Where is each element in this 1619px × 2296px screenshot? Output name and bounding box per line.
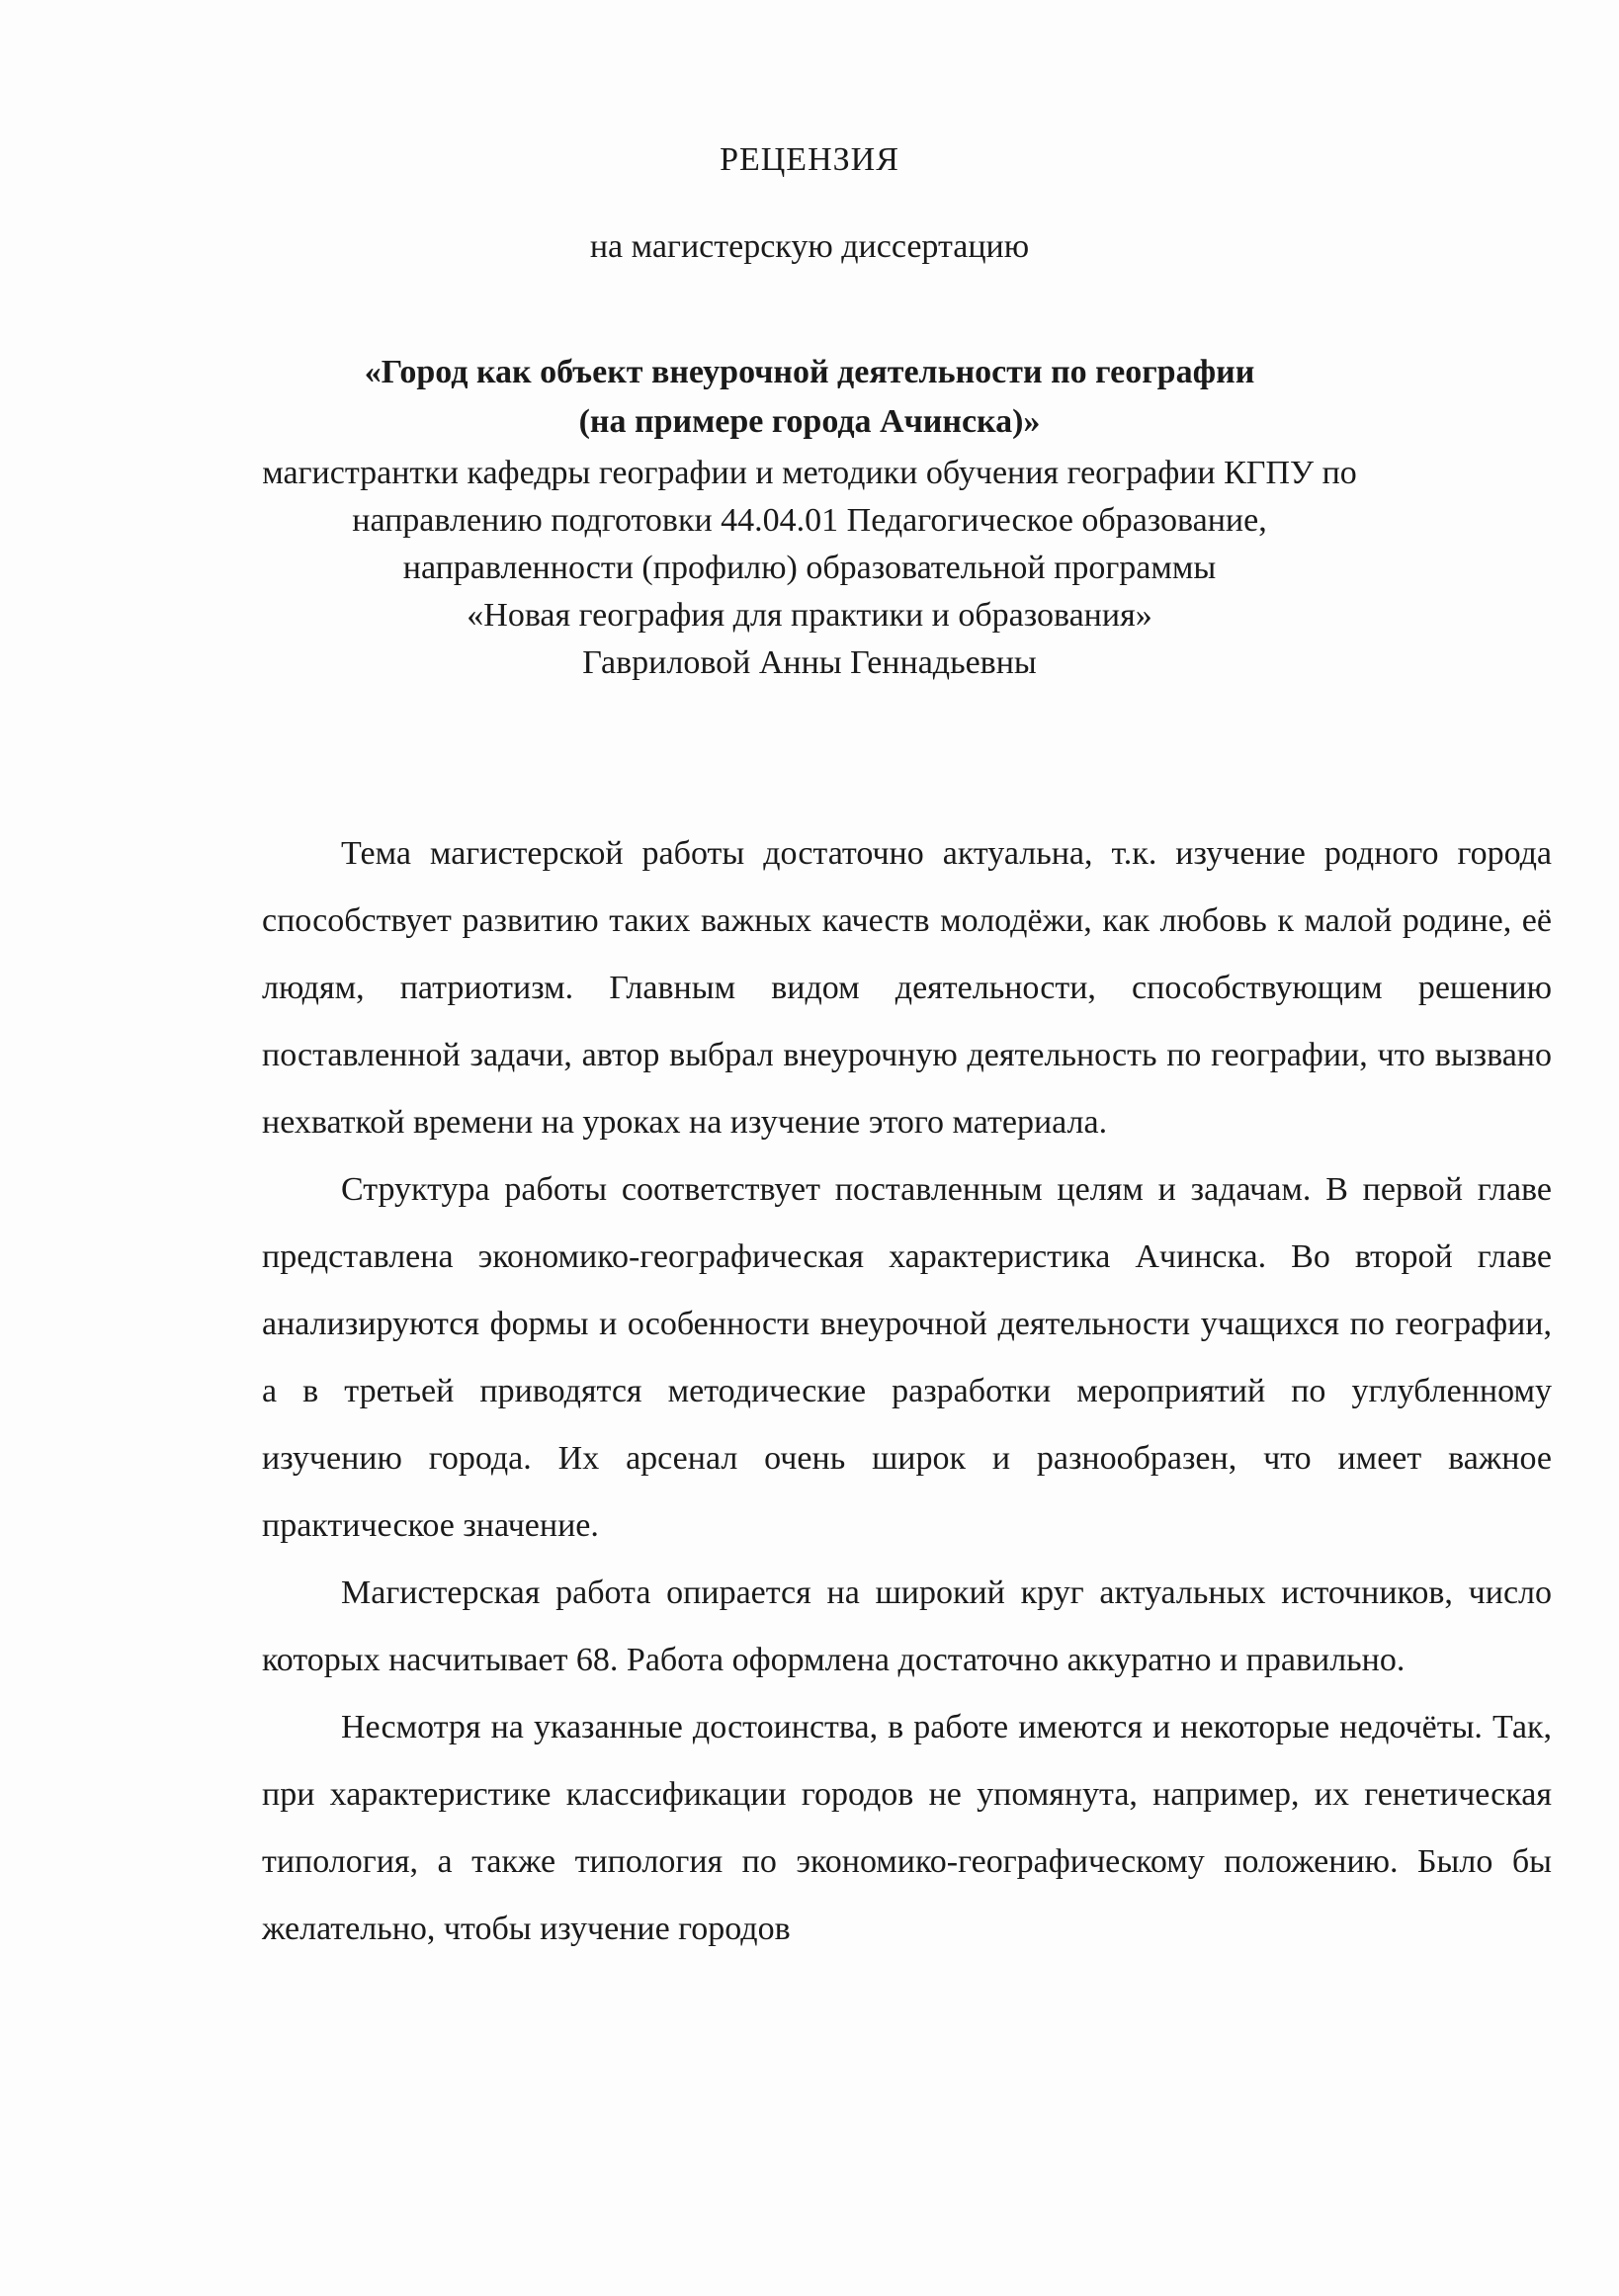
thesis-title-line: «Город как объект внеурочной деятельности по географии [364, 354, 1255, 390]
review-paragraph: Несмотря на указанные достоинства, в работе имеются и некоторые недочёты. Так, при характеристике классификации городов не упомянута, например, их генетическая типология, а также типология по экономико-географическому положению. Было бы желательно, чтобы изучение городов [262, 1709, 1552, 1947]
author-info-line: магистрантки кафедры географии и методики обучения географии КГПУ по [262, 455, 1357, 491]
document-title: РЕЦЕНЗИЯ [720, 141, 899, 178]
author-info-line: направленности (профилю) образовательной программы [402, 550, 1217, 586]
thesis-title-line: (на примере города Ачинска)» [578, 403, 1041, 440]
review-paragraph: Структура работы соответствует поставленным целям и задачам. В первой главе представлена экономико-географическая характеристика Ачинска. Во второй главе анализируются формы и особенности внеурочной деятельности учащихся по географии, а в третьей приводятся методические разработки мероприятий по углубленному изучению города. Их арсенал очень широк и разнообразен, что имеет важное практическое значение. [262, 1171, 1552, 1544]
review-body [262, 820, 1552, 1963]
document-subtitle: на магистерскую диссертацию [589, 228, 1030, 265]
author-info [0, 450, 1619, 687]
author-info-line: направлению подготовки 44.04.01 Педагогическое образование, [352, 502, 1267, 539]
review-paragraph: Магистерская работа опирается на широкий круг актуальных источников, число которых насчитывает 68. Работа оформлена достаточно аккуратно и правильно. [262, 1574, 1552, 1678]
thesis-title [0, 348, 1619, 447]
author-info-line: «Новая география для практики и образования» [467, 597, 1152, 634]
review-paragraph: Тема магистерской работы достаточно актуальна, т.к. изучение родного города способствует развитию таких важных качеств молодёжи, как любовь к малой родине, её людям, патриотизм. Главным видом деятельности, способствующим решению поставленной задачи, автор выбрал внеурочную деятельность по географии, что вызвано нехваткой времени на уроках на изучение этого материала. [262, 835, 1552, 1141]
author-info-line: Гавриловой Анны Геннадьевны [582, 644, 1037, 681]
